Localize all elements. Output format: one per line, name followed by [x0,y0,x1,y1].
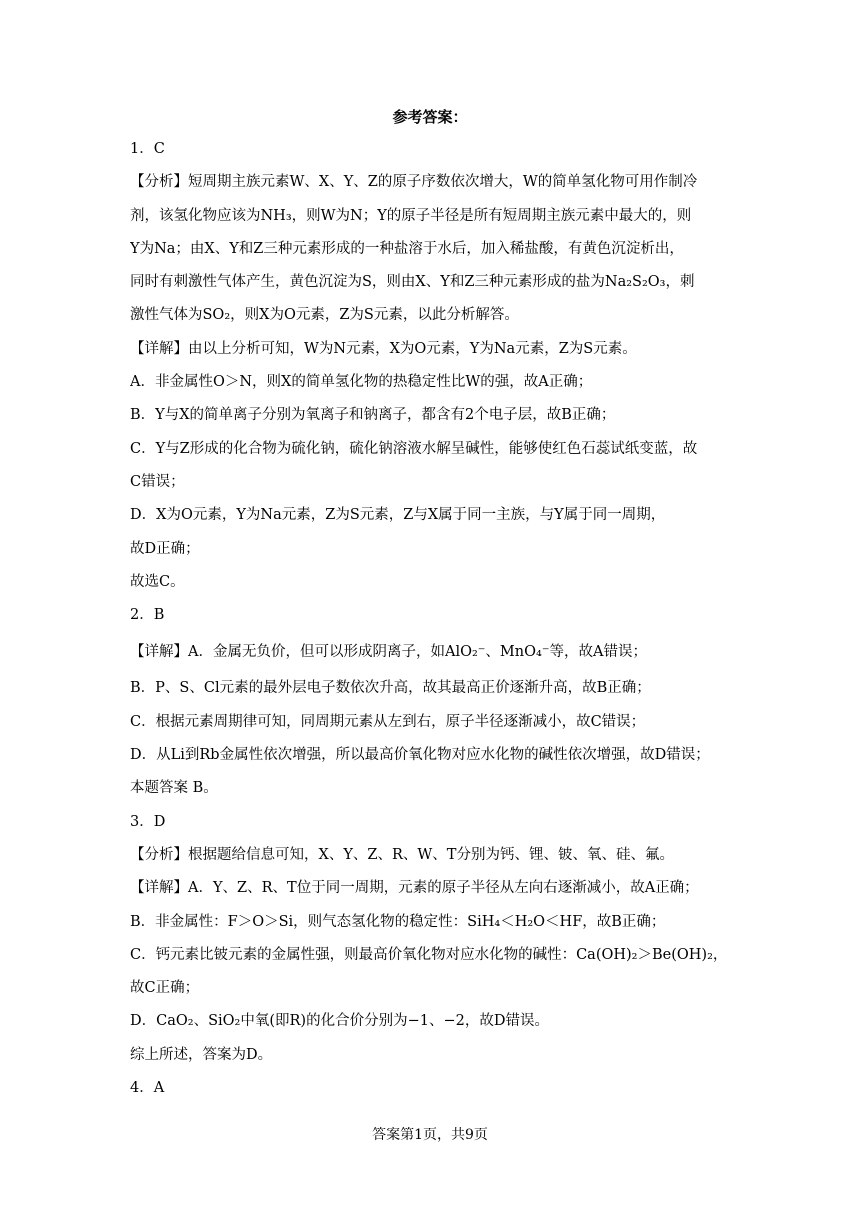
text-line: Y为Na；由X、Y和Z三种元素形成的一种盐溶于水后，加入稀盐酸，有黄色沉淀析出， [130,240,684,257]
text-line: 2．B [130,607,165,624]
text-line: 【详解】A．Y、Z、R、T位于同一周期，元素的原子半径从左向右逐渐减小，故A正确； [130,880,699,897]
text-line: C．钙元素比铍元素的金属性强，则最高价氧化物对应水化物的碱性：Ca(OH)₂＞Be(OH)₂， [130,946,728,963]
text-line: 同时有刺激性气体产生，黄色沉淀为S，则由X、Y和Z三种元素形成的盐为Na₂S₂O₃，刺 [130,274,695,291]
text-line: 故D正确； [130,540,200,557]
page-title: 参考答案： [392,108,468,126]
text-line: 【分析】根据题给信息可知，X、Y、Z、R、W、T分别为钙、锂、铍、氧、硅、氟。 [130,846,674,863]
text-line: 4．A [130,1080,165,1097]
text-line: D．X为O元素，Y为Na元素，Z为S元素，Z与X属于同一主族，与Y属于同一周期， [130,507,666,524]
text-line: 1．C [130,141,165,157]
text-line: B．Y与X的简单离子分别为氧离子和钠离子，都含有2个电子层，故B正确； [130,407,616,424]
text-line: 【详解】由以上分析可知，W为N元素，X为O元素，Y为Na元素，Z为S元素。 [130,340,637,357]
page-footer: 答案第1页，共9页 [372,1127,488,1143]
text-line: A．非金属性O＞N，则X的简单氢化物的热稳定性比W的强，故A正确； [130,374,593,391]
text-line: 3．D [130,813,166,830]
text-line: 故C正确； [130,980,200,997]
text-line: 本题答案 B。 [130,780,218,797]
text-line: D．CaO₂、SiO₂中氧(即R)的化合价分别为−1、−2，故D错误。 [130,1013,549,1030]
text-line: 剂，该氢化物应该为NH₃，则W为N；Y的原子半径是所有短周期主族元素中最大的，则 [130,207,692,224]
text-line: 激性气体为SO₂，则X为O元素，Z为S元素，以此分析解答。 [130,307,519,324]
answer-content [130,133,733,1105]
text-line: 【详解】A．金属无负价，但可以形成阴离子，如AlO₂⁻、MnO₄⁻等，故A错误； [130,644,647,661]
text-line: B．P、S、Cl元素的最外层电子数依次升高，故其最高正价逐渐升高，故B正确； [130,680,651,697]
text-line: D．从Li到Rb金属性依次增强，所以最高价氧化物对应水化物的碱性依次增强，故D错误； [130,747,710,764]
text-line: C．根据元素周期律可知，同周期元素从左到右，原子半径逐渐减小，故C错误； [130,713,646,730]
text-line: C．Y与Z形成的化合物为硫化钠，硫化钠溶液水解呈碱性，能够使红色石蕊试纸变蓝，故 [130,440,698,457]
text-line: B．非金属性：F＞O＞Si，则气态氢化物的稳定性：SiH₄＜H₂O＜HF，故B正确； [130,913,666,930]
text-line: C错误； [130,473,185,490]
text-line: 故选C。 [130,573,185,590]
text-line: 综上所述，答案为D。 [130,1046,273,1063]
text-line: 【分析】短周期主族元素W、X、Y、Z的原子序数依次增大，W的简单氢化物可用作制冷 [130,174,698,191]
